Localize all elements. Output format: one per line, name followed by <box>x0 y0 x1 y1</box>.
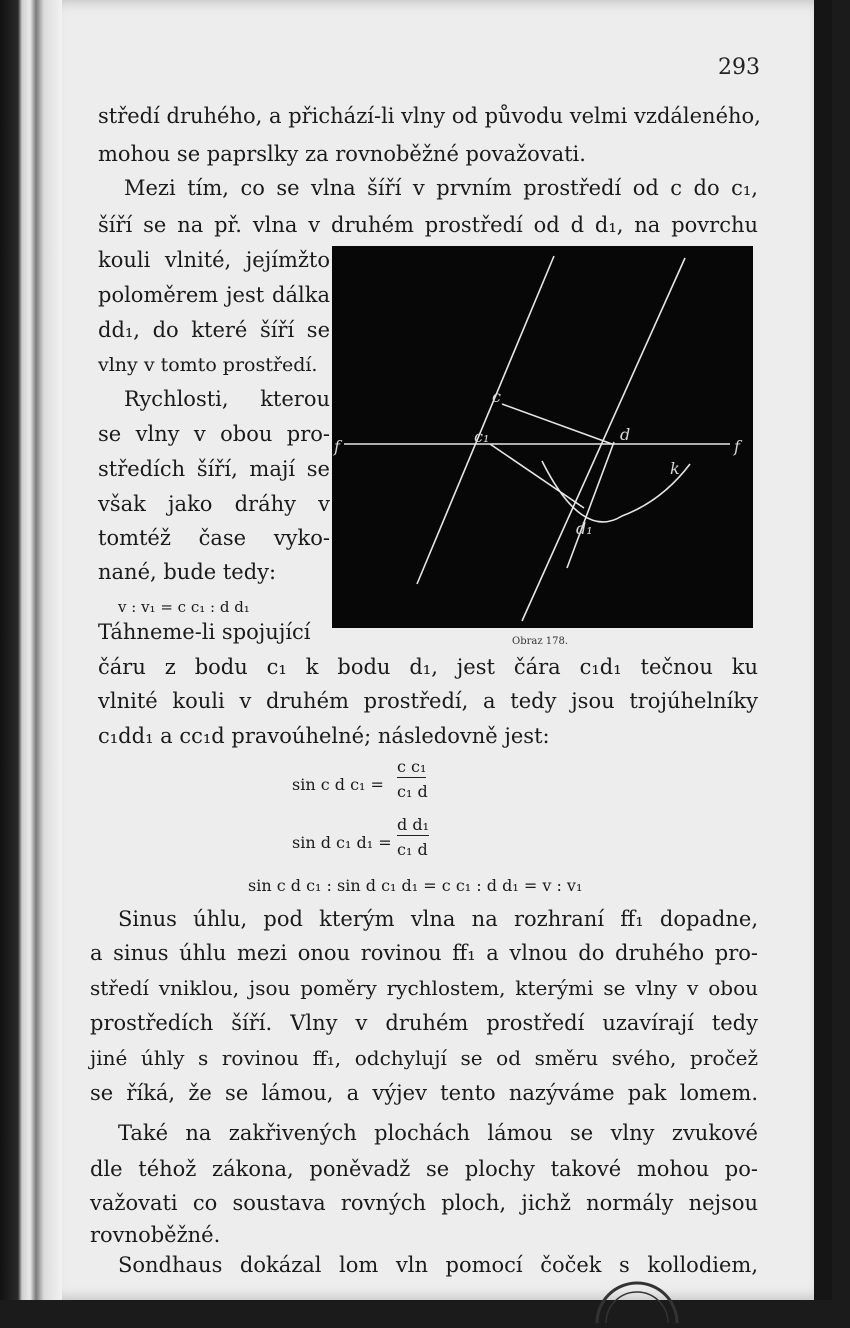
figure-178 <box>332 246 753 628</box>
label-c: c <box>492 387 501 406</box>
text-line: poloměrem jest dálka <box>98 283 330 307</box>
equation-2-numerator: d d₁ <box>397 815 429 834</box>
text-line: Táhneme-li spojující <box>98 620 311 644</box>
book-spine <box>0 0 62 1300</box>
label-f-left: f <box>334 437 340 456</box>
wave-ray-right <box>522 258 685 621</box>
text-line: mohou se paprslky za rovnoběžné považovati. <box>98 142 586 166</box>
text-line: čáru z bodu c₁ k bodu d₁, jest čára c₁d₁ tečnou ku <box>98 655 758 679</box>
text-line: středí druhého, a přichází-li vlny od původu velmi vzdáleného, <box>98 104 761 128</box>
text-line: se vlny v obou pro- <box>98 422 330 446</box>
equation-2-denominator: c₁ d <box>397 840 428 859</box>
text-line: vlnité kouli v druhém prostředí, a tedy jsou trojúhelníky <box>98 689 758 713</box>
text-line: středích šíří, mají se <box>98 457 330 481</box>
tangent-c1-d1 <box>490 444 584 508</box>
text-line: Sondhaus dokázal lom vln pomocí čoček s kollodiem, <box>118 1253 758 1277</box>
text-line: jiné úhly s rovinou ff₁, odchylují se od směru svého, pročež <box>90 1046 758 1070</box>
label-d1: d₁ <box>576 519 593 538</box>
text-line: středí vniklou, jsou poměry rychlostem, kterými se vlny v obou <box>90 976 758 1000</box>
text-line: kouli vlnité, jejímžto <box>98 248 330 272</box>
text-line: však jako dráhy v <box>98 492 330 516</box>
text-line: prostředích šíří. Vlny v druhém prostředí uzavírají tedy <box>90 1011 758 1035</box>
equation-1-numerator: c c₁ <box>397 757 427 776</box>
text-line: dle téhož zákona, poněvadž se plochy takové mohou po- <box>90 1157 758 1181</box>
text-line: nané, bude tedy: <box>98 560 277 584</box>
label-d: d <box>620 425 631 444</box>
figure-caption: Obraz 178. <box>512 636 569 647</box>
text-line: važovati co soustava rovných ploch, jichž normály nejsou <box>90 1191 758 1215</box>
text-line: tomtéž čase vyko- <box>98 526 330 550</box>
text-line: Také na zakřivených plochách lámou se vlny zvukové <box>118 1121 758 1145</box>
wave-sphere-arc <box>542 461 690 522</box>
text-line: se říká, že se lámou, a výjev tento nazýváme pak lomem. <box>90 1081 758 1105</box>
label-k: k <box>670 459 680 478</box>
library-stamp <box>592 1268 682 1328</box>
text-line: rovnoběžné. <box>90 1223 221 1247</box>
equation-1-denominator: c₁ d <box>397 782 428 801</box>
wavefront-c-d <box>502 404 612 444</box>
wave-ray-left <box>417 256 554 584</box>
text-line: dd₁, do které šíří se <box>98 318 330 342</box>
equation-2-lhs: sin d c₁ d₁ = <box>292 833 392 852</box>
text-line: Sinus úhlu, pod kterým vlna na rozhraní ff₁ dopadne, <box>118 907 758 931</box>
label-c1: c₁ <box>474 427 490 446</box>
equation-1-lhs: sin c d c₁ = <box>292 775 384 794</box>
page-edge-shadow <box>814 0 832 1300</box>
text-line: vlny v tomto prostředí. <box>98 354 318 376</box>
book-page <box>62 0 832 1300</box>
text-line: Rychlosti, kterou <box>124 387 330 411</box>
label-f-right: f <box>734 437 740 456</box>
text-line: šíří se na př. vlna v druhém prostředí od d d₁, na povrchu <box>98 213 758 237</box>
page-number: 293 <box>718 55 760 80</box>
equation-3: sin c d c₁ : sin d c₁ d₁ = c c₁ : d d₁ = v : v₁ <box>248 876 583 895</box>
text-line: Mezi tím, co se vlna šíří v prvním prostředí od c do c₁, <box>124 176 758 200</box>
text-line: c₁dd₁ a cc₁d pravoúhelné; následovně jest: <box>98 724 550 748</box>
equation-line: v : v₁ = c c₁ : d d₁ <box>118 598 250 616</box>
text-line: a sinus úhlu mezi onou rovinou ff₁ a vlnou do druhého pro- <box>90 941 758 965</box>
